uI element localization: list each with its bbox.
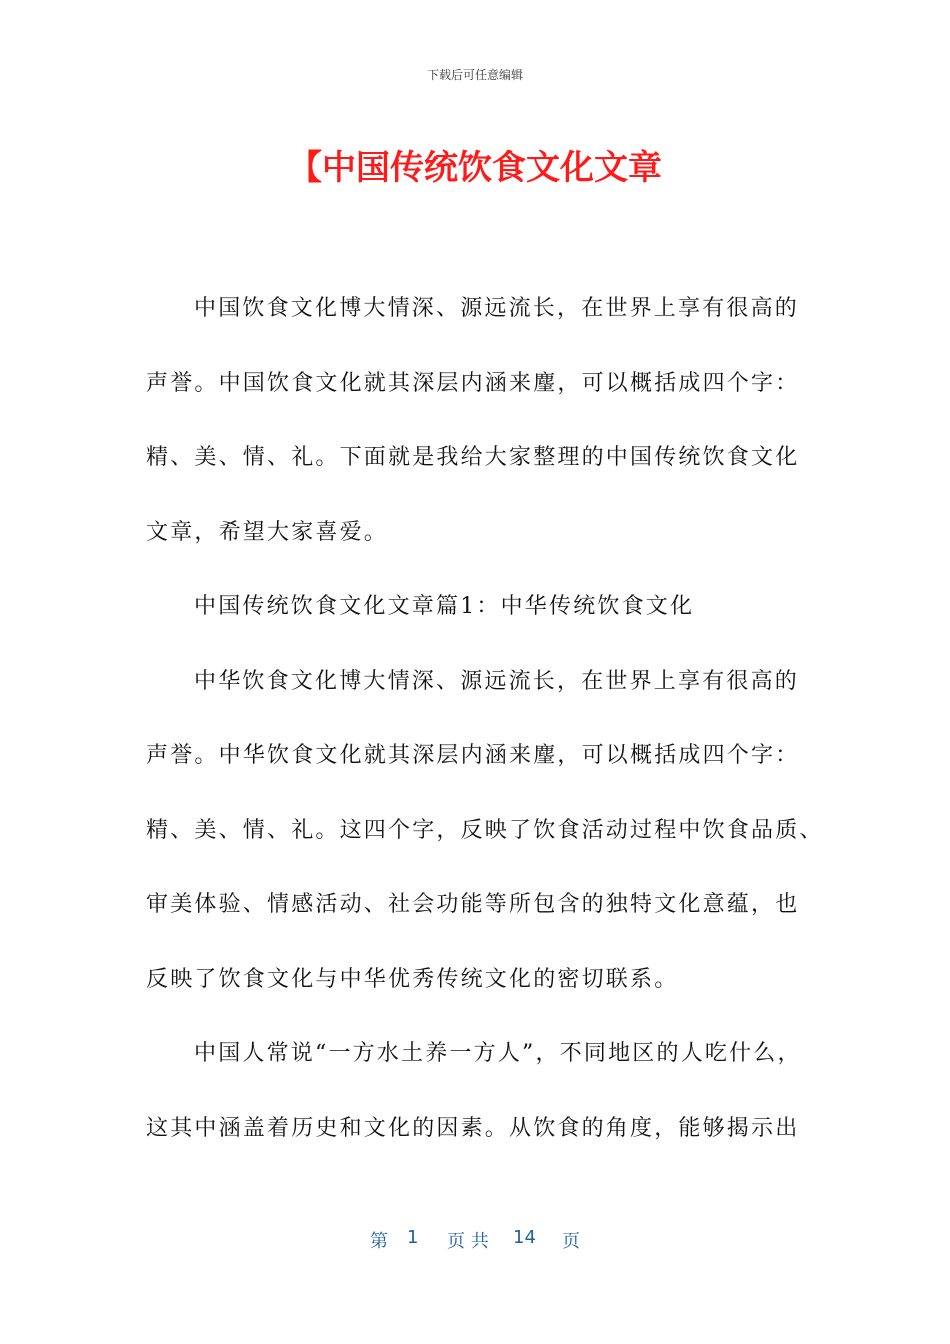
paragraph-line: 声誉。中国饮食文化就其深层内涵来麈，可以概括成四个字： bbox=[146, 370, 800, 396]
footer-page-number: 1 bbox=[407, 1227, 419, 1248]
paragraph-line: 反映了饮食文化与中华优秀传统文化的密切联系。 bbox=[146, 966, 679, 992]
section-heading: 中国传统饮食文化文章篇1：中华传统饮食文化 bbox=[194, 594, 695, 619]
footer-ye: 页 bbox=[562, 1231, 580, 1252]
page-footer bbox=[0, 1227, 950, 1251]
document-body bbox=[146, 272, 824, 1166]
footer-di: 第 bbox=[370, 1231, 388, 1252]
paragraph-line: 中国饮食文化博大情深、源远流长，在世界上享有很高的 bbox=[194, 296, 800, 321]
paragraph-line: 声誉。中华饮食文化就其深层内涵来麈，可以概括成四个字： bbox=[146, 743, 800, 768]
footer-ye-gong: 页 共 bbox=[447, 1231, 489, 1252]
document-title: 【中国传统饮食文化文章 bbox=[288, 148, 662, 188]
paragraph-line: 这其中涵盖着历史和文化的因素。从饮食的角度，能够揭示出 bbox=[146, 1115, 800, 1141]
paragraph-line: 中华饮食文化博大情深、源远流长，在世界上享有很高的 bbox=[194, 668, 800, 694]
paragraph-line: 审美体验、情感活动、社会功能等所包含的独特文化意蕴，也 bbox=[146, 892, 800, 917]
paragraph-line: 文章，希望大家喜爱。 bbox=[146, 519, 389, 545]
footer-total-pages: 14 bbox=[513, 1227, 536, 1248]
paragraph-line: 精、美、情、礼。这四个字，反映了饮食活动过程中饮食品质、 bbox=[146, 817, 824, 843]
paragraph-line: 精、美、情、礼。下面就是我给大家整理的中国传统饮食文化 bbox=[146, 445, 800, 470]
header-note: 下载后可任意编辑 bbox=[426, 68, 523, 82]
paragraph-line: 中国人常说“一方水土养一方人”，不同地区的人吃什么， bbox=[194, 1041, 802, 1066]
